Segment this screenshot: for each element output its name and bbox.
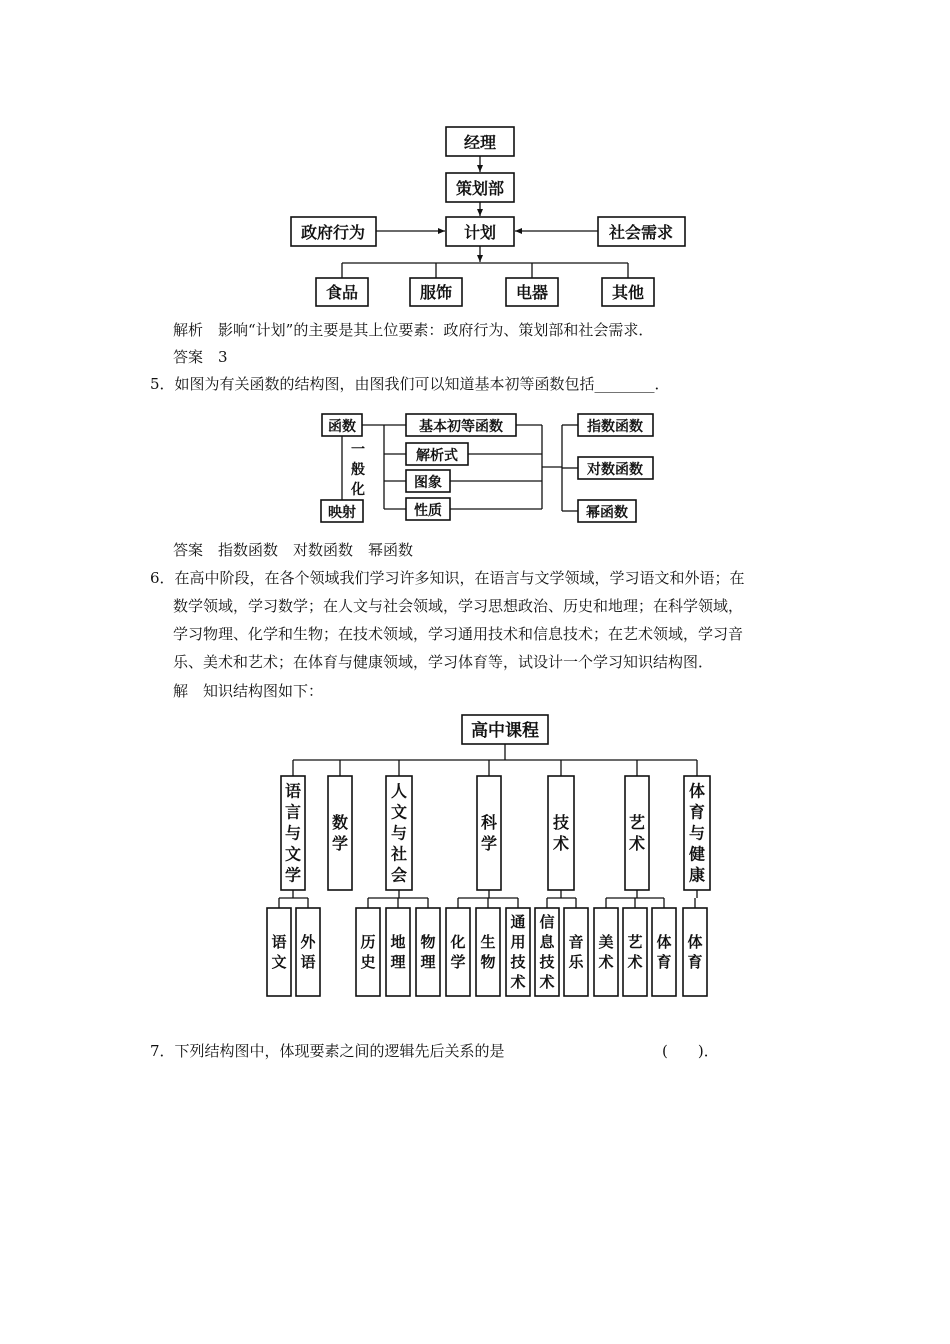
label-domain-4-char-0: 技	[552, 813, 570, 832]
q6-line-1: 6．在高中阶段，在各个领域我们学习许多知识，在语言与文学领域，学习语文和外语；在	[150, 569, 745, 587]
box-subject-4	[386, 908, 410, 996]
label-domain-6-char-0: 体	[688, 781, 706, 801]
label-domain-3-char-1: 学	[480, 834, 498, 853]
label-domain-4-char-1: 术	[552, 834, 570, 853]
label-subject-4-char-0: 地	[390, 933, 406, 951]
label-subject-3-char-1: 史	[360, 953, 376, 971]
label-domain-6-char-2: 与	[688, 823, 706, 843]
box-subject-10	[564, 908, 588, 996]
label-domain-5-char-0: 艺	[628, 813, 646, 832]
label-subject-11-char-0: 美	[598, 933, 614, 951]
box-domain-5	[625, 776, 649, 890]
label-subject-8-char-0: 通	[510, 913, 526, 931]
label-graph: 图象	[414, 475, 442, 491]
q5-question: 5．如图为有关函数的结构图，由图我们可以知道基本初等函数包括________．	[150, 375, 670, 393]
box-subject-7	[476, 908, 500, 996]
label-subject-0-char-1: 文	[271, 953, 287, 971]
label-domain-0-char-3: 文	[284, 844, 302, 864]
label-manager: 经理	[463, 133, 497, 152]
box-subject-12	[623, 908, 647, 996]
label-output-appliances: 电器	[515, 283, 549, 302]
label-generalize-2: 般	[351, 462, 365, 478]
label-subject-8-char-1: 用	[510, 933, 526, 951]
label-domain-2-char-3: 社	[390, 844, 408, 864]
q4-answer: 答案 3	[173, 348, 228, 366]
label-social-demand: 社会需求	[608, 223, 674, 242]
label-subject-6-char-1: 学	[450, 953, 466, 971]
label-output-food: 食品	[325, 283, 359, 302]
label-subject-5-char-0: 物	[420, 933, 436, 951]
label-subject-1-char-0: 外	[300, 933, 316, 951]
label-subject-0-char-0: 语	[271, 933, 287, 951]
label-subject-8-char-3: 术	[510, 973, 526, 991]
label-domain-6-char-3: 健	[688, 844, 706, 864]
box-subject-13	[652, 908, 676, 996]
label-subject-12-char-1: 术	[627, 953, 643, 971]
label-power: 幂函数	[586, 505, 628, 521]
label-domain-3-char-0: 科	[480, 813, 498, 832]
q6-line-2: 数学领域，学习数学；在人文与社会领域，学习思想政治、历史和地理；在科学领域，	[173, 597, 744, 615]
label-subject-10-char-0: 音	[568, 933, 584, 951]
q6-line-3: 学习物理、化学和生物；在技术领域，学习通用技术和信息技术；在艺术领域，学习音	[173, 625, 744, 643]
label-function: 函数	[328, 419, 356, 435]
label-domain-6-char-1: 育	[688, 802, 706, 822]
q6-solution: 解 知识结构图如下：	[173, 682, 324, 700]
label-subject-7-char-1: 物	[480, 953, 496, 971]
label-domain-2-char-0: 人	[390, 781, 408, 801]
label-subject-7-char-0: 生	[480, 933, 496, 951]
label-subject-1-char-1: 语	[300, 953, 316, 971]
label-output-other: 其他	[611, 283, 645, 302]
label-subject-8-char-2: 技	[510, 953, 526, 971]
label-domain-2-char-1: 文	[390, 802, 408, 822]
label-subject-12-char-0: 艺	[627, 933, 643, 951]
label-output-clothing: 服饰	[419, 283, 453, 302]
label-subject-13-char-1: 育	[687, 953, 703, 971]
label-subject-11-char-1: 术	[598, 953, 614, 971]
label-subject-4-char-1: 理	[390, 953, 406, 971]
label-exponential: 指数函数	[587, 419, 643, 435]
label-domain-5-char-1: 术	[628, 834, 646, 853]
box-subject-3	[356, 908, 380, 996]
label-subject-5-char-1: 理	[420, 953, 436, 971]
label-subject-9-char-1: 息	[539, 933, 555, 951]
label-subject-9-char-0: 信	[539, 913, 555, 931]
label-domain-6-char-4: 康	[688, 865, 706, 885]
label-subject-13-char-0: 体	[687, 933, 703, 951]
label-subject-6-char-0: 化	[450, 933, 466, 951]
label-domain-2-char-4: 会	[390, 865, 408, 885]
label-domain-1-char-1: 学	[331, 834, 349, 853]
q7-answer-paren: ( )．	[662, 1042, 719, 1060]
box-subject-13	[683, 908, 707, 996]
label-subject-3-char-0: 历	[360, 933, 376, 951]
box-domain-3	[477, 776, 501, 890]
label-domain-0-char-1: 言	[284, 802, 302, 822]
box-subject-6	[446, 908, 470, 996]
box-domain-1	[328, 776, 352, 890]
box-subject-5	[416, 908, 440, 996]
label-government: 政府行为	[300, 223, 366, 242]
box-subject-1	[296, 908, 320, 996]
label-domain-1-char-0: 数	[331, 813, 349, 832]
label-expression: 解析式	[416, 448, 458, 464]
label-root: 高中课程	[471, 721, 539, 741]
label-subject-13-char-1: 育	[656, 953, 672, 971]
q5-answer: 答案 指数函数 对数函数 幂函数	[173, 541, 414, 559]
label-property: 性质	[414, 503, 442, 519]
label-mapping: 映射	[328, 505, 356, 521]
label-domain-0-char-4: 学	[284, 865, 302, 885]
label-elementary-functions: 基本初等函数	[419, 419, 503, 435]
q6-line-4: 乐、美术和艺术；在体育与健康领域，学习体育等，试设计一个学习知识结构图．	[173, 653, 714, 671]
curriculum-diagram	[267, 715, 710, 996]
label-domain-0-char-2: 与	[284, 823, 302, 843]
label-domain-0-char-0: 语	[284, 781, 302, 801]
q4-analysis: 解析 影响“计划”的主要是其上位要素：政府行为、策划部和社会需求．	[173, 321, 654, 339]
q7-question: 7．下列结构图中，体现要素之间的逻辑先后关系的是	[150, 1042, 505, 1060]
label-domain-2-char-2: 与	[390, 823, 408, 843]
label-planning-dept: 策划部	[455, 179, 505, 198]
label-generalize-3: 化	[351, 482, 365, 498]
box-subject-0	[267, 908, 291, 996]
function-diagram	[321, 414, 653, 522]
label-subject-9-char-3: 术	[539, 973, 555, 991]
box-subject-11	[594, 908, 618, 996]
label-generalize-1: 一	[351, 442, 365, 458]
label-logarithmic: 对数函数	[587, 462, 643, 478]
label-plan: 计划	[463, 223, 497, 242]
label-subject-9-char-2: 技	[539, 953, 555, 971]
label-subject-10-char-1: 乐	[568, 953, 584, 971]
box-domain-4	[548, 776, 574, 890]
label-subject-13-char-0: 体	[656, 933, 672, 951]
